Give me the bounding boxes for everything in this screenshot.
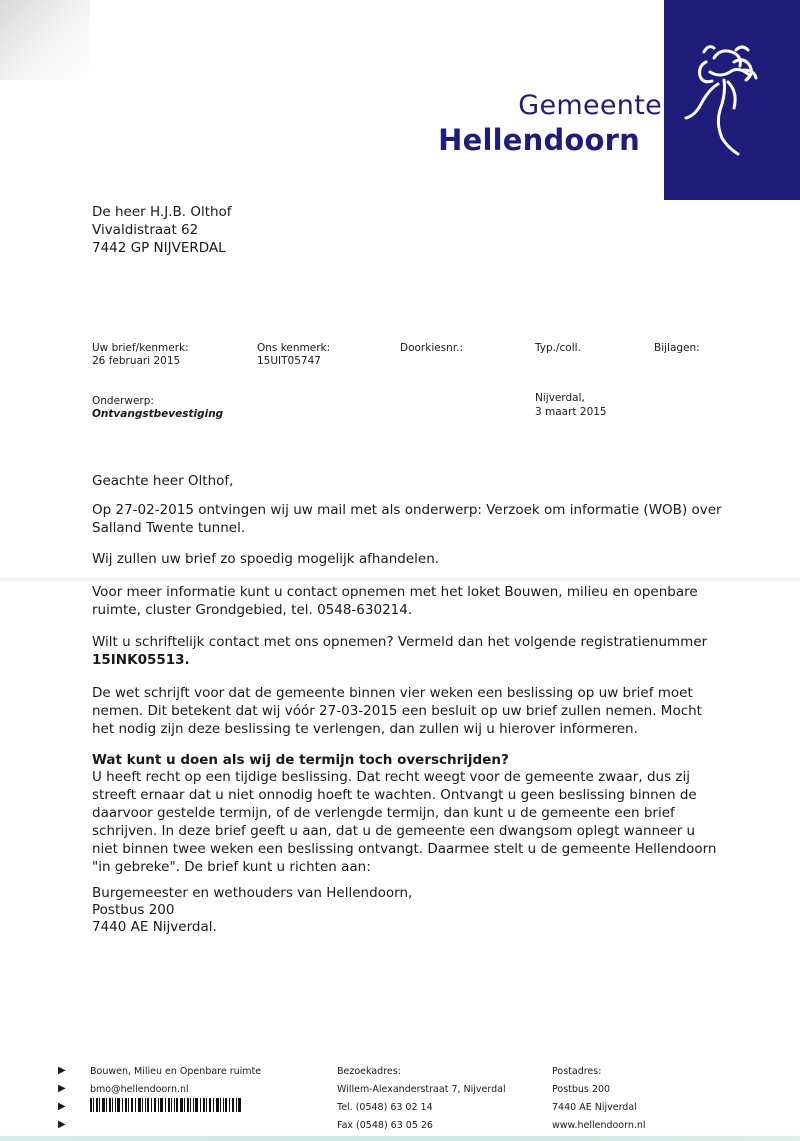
ons-kenmerk-label: Ons kenmerk: [257, 342, 331, 354]
tree-logo-icon [664, 0, 800, 200]
paragraph-4: Wilt u schriftelijk contact met ons opnemen? Vermeld dan het volgende registratienummer [92, 634, 708, 650]
footer-department: Bouwen, Milieu en Openbare ruimte [90, 1066, 262, 1077]
logo-text-gemeente: Gemeente [518, 90, 662, 121]
closing-line-1: Burgemeester en wethouders van Hellendoorn, [92, 885, 413, 901]
doorkiesnr-label: Doorkiesnr.: [400, 342, 464, 354]
uw-brief-label: Uw brief/kenmerk: [92, 342, 189, 354]
footer-bezoek-label: Bezoekadres: [337, 1066, 401, 1077]
arrow-right-icon: ▶ [58, 1065, 66, 1076]
salutation: Geachte heer Olthof, [92, 473, 234, 489]
footer-postbus: Postbus 200 [552, 1084, 611, 1095]
letter-date: 3 maart 2015 [535, 406, 607, 418]
footer-fax: Fax (0548) 63 05 26 [337, 1120, 433, 1131]
onderwerp-value: Ontvangstbevestiging [92, 408, 224, 420]
footer-email[interactable]: bmo@hellendoorn.nl [90, 1084, 189, 1095]
paragraph-6: U heeft recht op een tijdige beslissing. Dat recht weegt voor de gemeente zwaar, dus zij streeft ernaar dat u niet onnodig hoeft te wachten. Ontvangt u geen beslissing binnen de daarvoor gestelde termijn, of de verlengde termijn, dan kunt u de gemeente een brief schrijven. In deze brief geeft u aan, dat u de gemeente een dwangsom oplegt wanneer u niet binnen twee weken een beslissing ontvangt. Daarmee stelt u de gemeente Hellendoorn "in gebreke". De brief kunt u richten aan: [92, 769, 717, 875]
arrow-right-icon: ▶ [58, 1083, 66, 1094]
arrow-right-icon: ▶ [58, 1119, 66, 1130]
arrow-right-icon: ▶ [58, 1101, 66, 1112]
paragraph-3: Voor meer informatie kunt u contact opnemen met het loket Bouwen, milieu en openbare ruimte, cluster Grondgebied, tel. 0548-630214. [92, 584, 698, 618]
closing-line-3: 7440 AE Nijverdal. [92, 919, 217, 935]
paragraph-5: De wet schrijft voor dat de gemeente binnen vier weken een beslissing op uw brief moet nemen. Dit betekent dat wij vóór 27-03-2015 een besluit op uw brief zullen nemen. Mocht het nodig zijn deze beslissing te verlengen, dan zullen wij u hierover informeren. [92, 685, 702, 737]
uw-brief-value: 26 februari 2015 [92, 355, 181, 367]
closing-line-2: Postbus 200 [92, 902, 175, 918]
recipient-name: De heer H.J.B. Olthof [92, 204, 232, 220]
barcode-icon [90, 1098, 242, 1112]
logo-block [664, 0, 800, 200]
registration-number: 15INK05513. [92, 652, 190, 668]
footer-bezoek-address: Willem-Alexanderstraat 7, Nijverdal [337, 1084, 506, 1095]
letter-place: Nijverdal, [535, 392, 585, 404]
bijlagen-label: Bijlagen: [654, 342, 700, 354]
recipient-street: Vivaldistraat 62 [92, 222, 199, 238]
typ-coll-label: Typ./coll. [535, 342, 581, 354]
bottom-edge-band [0, 1136, 800, 1141]
logo-text-hellendoorn: Hellendoorn [438, 123, 640, 157]
footer-postcode: 7440 AE Nijverdal [552, 1102, 637, 1113]
scan-corner-shade [0, 0, 90, 80]
onderwerp-label: Onderwerp: [92, 395, 154, 407]
recipient-city: 7442 GP NIJVERDAL [92, 240, 226, 256]
footer-website[interactable]: www.hellendoorn.nl [552, 1120, 646, 1131]
paragraph-1: Op 27-02-2015 ontvingen wij uw mail met als onderwerp: Verzoek om informatie (WOB) over Salland Twente tunnel. [92, 502, 722, 536]
footer-tel: Tel. (0548) 63 02 14 [337, 1102, 433, 1113]
section-heading: Wat kunt u doen als wij de termijn toch overschrijden? [92, 752, 509, 768]
recipient-address [92, 203, 232, 257]
fold-line [0, 578, 800, 582]
footer-post-label: Postadres: [552, 1066, 602, 1077]
paragraph-2: Wij zullen uw brief zo spoedig mogelijk afhandelen. [92, 551, 440, 567]
ons-kenmerk-value: 15UIT05747 [257, 355, 321, 367]
